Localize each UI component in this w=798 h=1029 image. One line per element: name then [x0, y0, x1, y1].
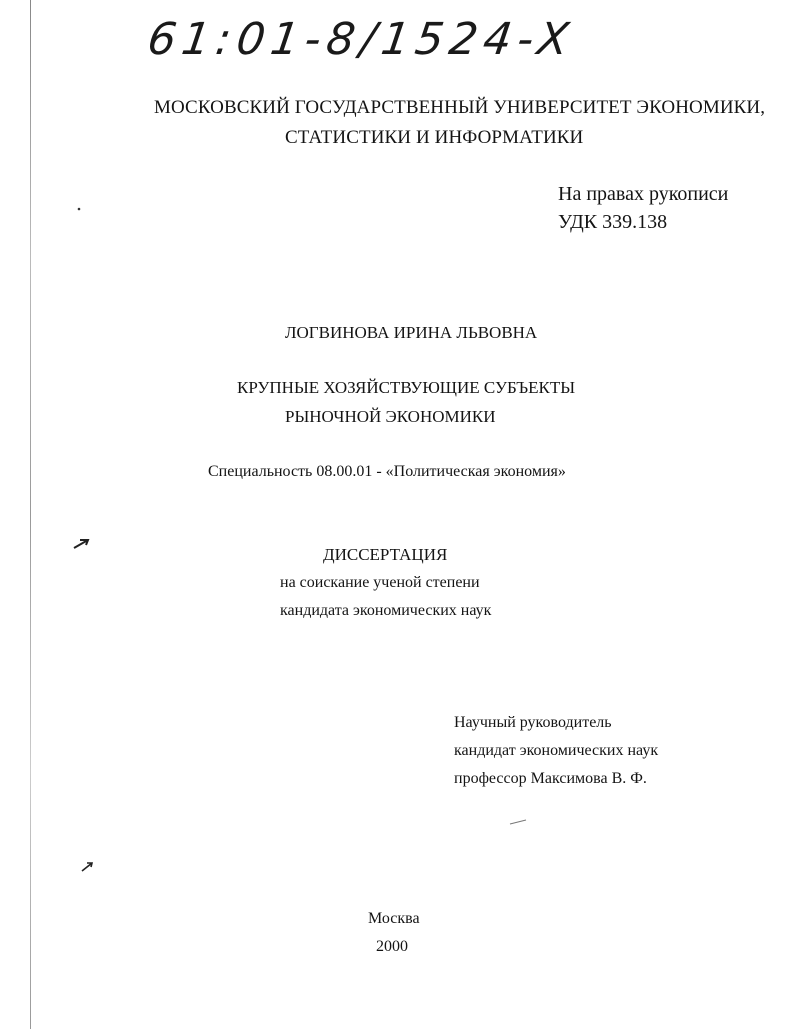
footer-year: 2000: [376, 938, 408, 955]
scan-speck: [76, 206, 82, 212]
dissertation-degree-line-2: кандидата экономических наук: [280, 602, 492, 619]
university-line-2: СТАТИСТИКИ И ИНФОРМАТИКИ: [285, 127, 584, 148]
dissertation-heading: ДИССЕРТАЦИЯ: [323, 545, 448, 564]
dissertation-degree-line-1: на соискание ученой степени: [280, 574, 480, 591]
scan-mark: [72, 536, 92, 552]
scan-speck: [508, 818, 528, 826]
supervisor-name: профессор Максимова В. Ф.: [454, 770, 647, 787]
university-line-1: МОСКОВСКИЙ ГОСУДАРСТВЕННЫЙ УНИВЕРСИТЕТ ЭКОНОМИКИ,: [154, 97, 766, 118]
scan-edge-line: [30, 0, 31, 1029]
author-name: ЛОГВИНОВА ИРИНА ЛЬВОВНА: [285, 323, 538, 342]
scan-mark: [80, 860, 96, 874]
rights-note: На правах рукописи: [558, 183, 729, 205]
specialty: Специальность 08.00.01 - «Политическая экономия»: [208, 463, 566, 480]
title-line-2: РЫНОЧНОЙ ЭКОНОМИКИ: [285, 407, 496, 426]
footer-city: Москва: [368, 910, 420, 927]
udc-code: УДК 339.138: [558, 211, 668, 233]
supervisor-label: Научный руководитель: [454, 714, 612, 731]
title-line-1: КРУПНЫЕ ХОЗЯЙСТВУЮЩИЕ СУБЪЕКТЫ: [237, 378, 576, 397]
archive-number-handwritten: 61:01-8/1524-X: [144, 14, 578, 65]
supervisor-degree: кандидат экономических наук: [454, 742, 659, 759]
